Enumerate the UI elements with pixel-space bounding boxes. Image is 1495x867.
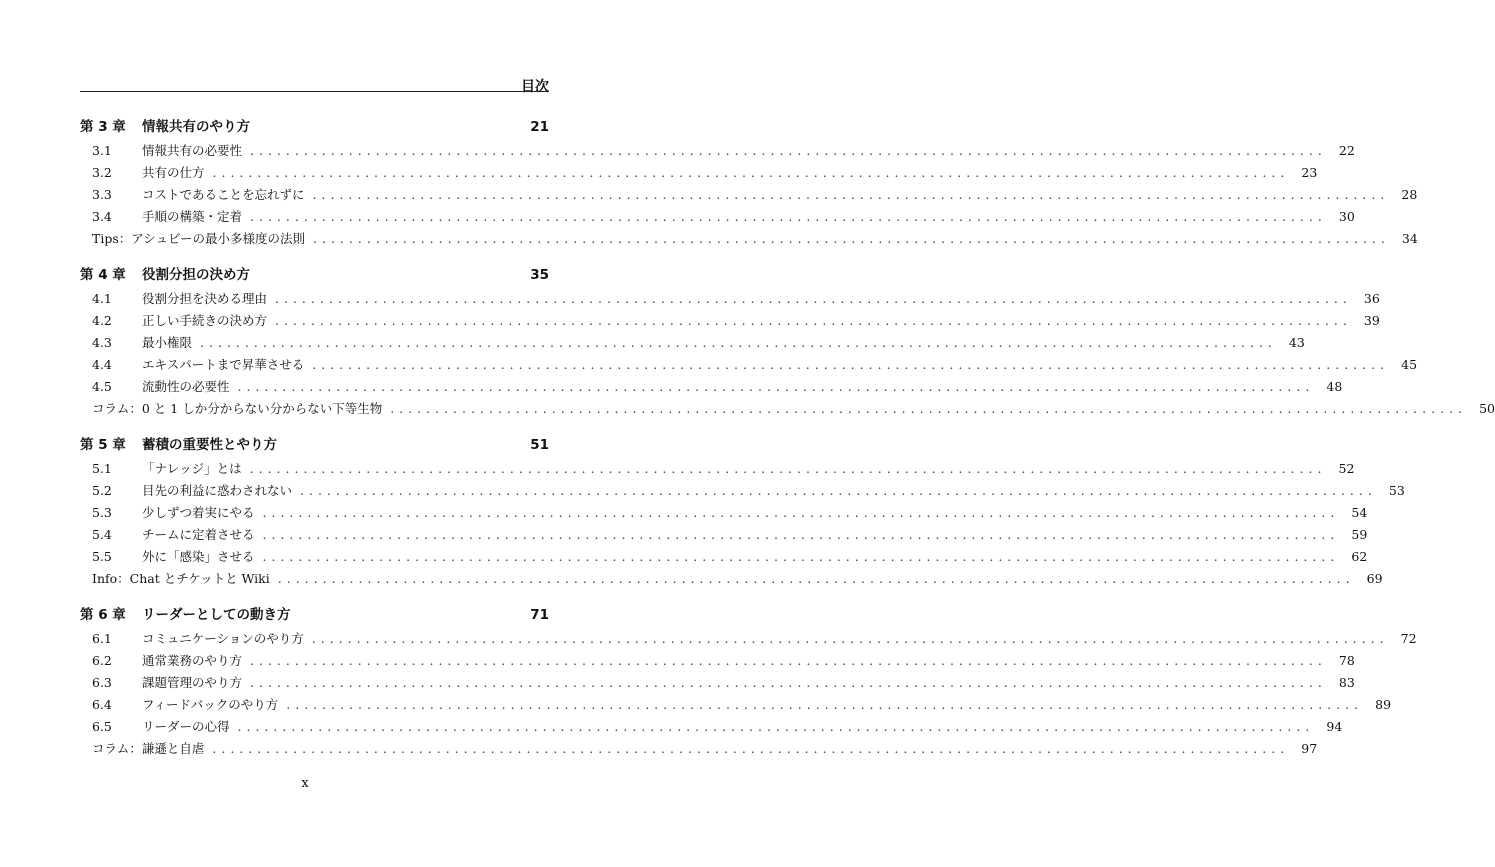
toc-entry[interactable] [80, 694, 1392, 716]
section-page: 34 [1401, 231, 1418, 246]
section-page: 72 [1400, 631, 1417, 646]
chapter-4 [80, 262, 1495, 420]
section-number: 5.3 [92, 505, 112, 520]
section-title: エキスパートまで昇華させる [142, 357, 305, 372]
section-page: 83 [1338, 675, 1355, 690]
section-title: 情報共有の必要性 [142, 143, 243, 158]
section-page: 23 [1301, 165, 1318, 180]
section-title: 通常業務のやり方 [142, 653, 243, 668]
dot-leader: ........................................................................................................................ [250, 209, 1327, 224]
dot-leader: ........................................................................................................................ [312, 357, 1390, 372]
dot-leader: ........................................................................................................................ [311, 631, 1389, 646]
chapter-label: 第 4 章 [80, 267, 126, 283]
chapter-label: 第 3 章 [80, 119, 126, 135]
section-number: 3.4 [92, 209, 112, 224]
section-page: 30 [1338, 209, 1355, 224]
section-title: コミュニケーションのやり方 [142, 631, 304, 646]
toc-entry[interactable] [80, 738, 1318, 760]
section-number: 4.1 [92, 291, 112, 306]
section-number: 4.3 [92, 335, 112, 350]
toc-entry[interactable] [80, 206, 1355, 228]
table-of-contents [80, 114, 1495, 772]
dot-leader: ........................................................................................................................ [275, 291, 1352, 306]
section-title: Info：Chat とチケットと Wiki [92, 571, 270, 586]
section-number: 5.4 [92, 527, 112, 542]
toc-entry[interactable] [80, 716, 1343, 738]
chapter-title: リーダーとしての動き方 [142, 607, 291, 623]
section-title: 役割分担を決める理由 [142, 291, 268, 306]
chapter-heading[interactable] [80, 602, 549, 628]
toc-entry[interactable] [80, 672, 1355, 694]
dot-leader: ........................................................................................................................ [313, 231, 1390, 246]
section-number: 3.1 [92, 143, 112, 158]
section-number: 4.2 [92, 313, 112, 328]
chapter-6 [80, 602, 1417, 760]
section-page: 28 [1401, 187, 1418, 202]
section-title: 目先の利益に惑わされない [142, 483, 293, 498]
section-page: 39 [1363, 313, 1380, 328]
toc-entry[interactable] [80, 524, 1368, 546]
section-title: 課題管理のやり方 [142, 675, 243, 690]
page-number: x [301, 776, 309, 791]
toc-entry[interactable] [80, 376, 1343, 398]
section-page: 59 [1351, 527, 1368, 542]
toc-entry[interactable] [80, 398, 1495, 420]
section-number: 5.1 [92, 461, 112, 476]
section-title: 「ナレッジ」とは [142, 461, 242, 476]
chapter-label: 第 6 章 [80, 607, 126, 623]
toc-entry[interactable] [80, 288, 1380, 310]
chapter-title: 蓄積の重要性とやり方 [142, 437, 277, 453]
dot-leader: ........................................................................................................................ [300, 483, 1377, 498]
header-rule [80, 91, 549, 92]
section-number: 6.1 [92, 631, 112, 646]
section-title: 流動性の必要性 [142, 379, 230, 394]
chapter-3 [80, 114, 1418, 250]
section-title: 共有の仕方 [142, 165, 205, 180]
section-title: 少しずつ着実にやる [142, 505, 255, 520]
chapter-title: 情報共有のやり方 [142, 119, 250, 135]
section-page: 53 [1388, 483, 1405, 498]
section-number: 3.3 [92, 187, 112, 202]
dot-leader: ........................................................................................................................ [200, 335, 1277, 350]
toc-entry[interactable] [80, 140, 1355, 162]
dot-leader: ........................................................................................................................ [250, 653, 1327, 668]
section-page: 22 [1338, 143, 1355, 158]
chapter-title: 役割分担の決め方 [142, 267, 250, 283]
section-page: 36 [1363, 291, 1380, 306]
section-page: 69 [1366, 571, 1383, 586]
toc-entry[interactable] [80, 310, 1380, 332]
dot-leader: ........................................................................................................................ [262, 527, 1340, 542]
dot-leader: ........................................................................................................................ [237, 379, 1315, 394]
section-number: 6.2 [92, 653, 112, 668]
toc-entry[interactable] [80, 502, 1368, 524]
section-title: 手順の構築・定着 [142, 209, 243, 224]
chapter-page: 21 [530, 119, 549, 135]
dot-leader: ........................................................................................................................ [212, 741, 1290, 756]
section-title: フィードバックのやり方 [142, 697, 279, 712]
chapter-heading[interactable] [80, 262, 549, 288]
section-page: 89 [1375, 697, 1392, 712]
section-page: 94 [1326, 719, 1343, 734]
section-number: 5.2 [92, 483, 112, 498]
dot-leader: ........................................................................................................................ [277, 571, 1355, 586]
toc-entry[interactable] [80, 228, 1418, 250]
section-title: リーダーの心得 [142, 719, 230, 734]
dot-leader: ........................................................................................................................ [286, 697, 1364, 712]
chapter-heading[interactable] [80, 114, 549, 140]
section-page: 52 [1338, 461, 1355, 476]
section-page: 45 [1401, 357, 1418, 372]
section-title: 外に「感染」させる [142, 549, 255, 564]
section-page: 78 [1338, 653, 1355, 668]
dot-leader: ........................................................................................................................ [312, 187, 1390, 202]
section-title: コストであることを忘れずに [142, 187, 305, 202]
toc-entry[interactable] [80, 162, 1318, 184]
section-number: 5.5 [92, 549, 112, 564]
chapter-heading[interactable] [80, 432, 549, 458]
chapter-page: 71 [530, 607, 549, 623]
dot-leader: ........................................................................................................................ [262, 549, 1340, 564]
section-number: 6.4 [92, 697, 112, 712]
dot-leader: ........................................................................................................................ [275, 313, 1352, 328]
dot-leader: ........................................................................................................................ [250, 675, 1327, 690]
toc-entry[interactable] [80, 184, 1418, 206]
section-title: 最小権限 [142, 335, 193, 350]
chapter-page: 51 [530, 437, 549, 453]
toc-entry[interactable] [80, 480, 1405, 502]
section-page: 48 [1326, 379, 1343, 394]
dot-leader: ........................................................................................................................ [237, 719, 1315, 734]
section-title: Tips：アシュビーの最小多様度の法則 [92, 231, 306, 246]
dot-leader: ........................................................................................................................ [390, 401, 1468, 416]
section-number: 4.4 [92, 357, 112, 372]
section-page: 43 [1288, 335, 1305, 350]
toc-entry[interactable] [80, 650, 1355, 672]
section-page: 54 [1351, 505, 1368, 520]
section-page: 50 [1479, 401, 1495, 416]
chapter-label: 第 5 章 [80, 437, 126, 453]
section-page: 97 [1301, 741, 1318, 756]
section-title: コラム：0 と 1 しか分からない分からない下等生物 [92, 401, 383, 416]
section-page: 62 [1351, 549, 1368, 564]
dot-leader: ........................................................................................................................ [250, 143, 1327, 158]
section-title: コラム：謙遜と自虐 [92, 741, 205, 756]
toc-entry[interactable] [80, 628, 1417, 650]
running-header-title: 目次 [521, 79, 549, 95]
dot-leader: ........................................................................................................................ [212, 165, 1290, 180]
section-title: チームに定着させる [142, 527, 255, 542]
dot-leader: ........................................................................................................................ [262, 505, 1340, 520]
toc-entry[interactable] [80, 458, 1355, 480]
section-number: 4.5 [92, 379, 112, 394]
chapter-page: 35 [530, 267, 549, 283]
toc-entry[interactable] [80, 332, 1305, 354]
section-number: 3.2 [92, 165, 112, 180]
section-number: 6.5 [92, 719, 112, 734]
toc-entry[interactable] [80, 568, 1383, 590]
chapter-5 [80, 432, 1405, 590]
section-title: 正しい手続きの決め方 [142, 313, 268, 328]
toc-entry[interactable] [80, 354, 1418, 376]
toc-entry[interactable] [80, 546, 1368, 568]
section-number: 6.3 [92, 675, 112, 690]
dot-leader: ........................................................................................................................ [249, 461, 1327, 476]
